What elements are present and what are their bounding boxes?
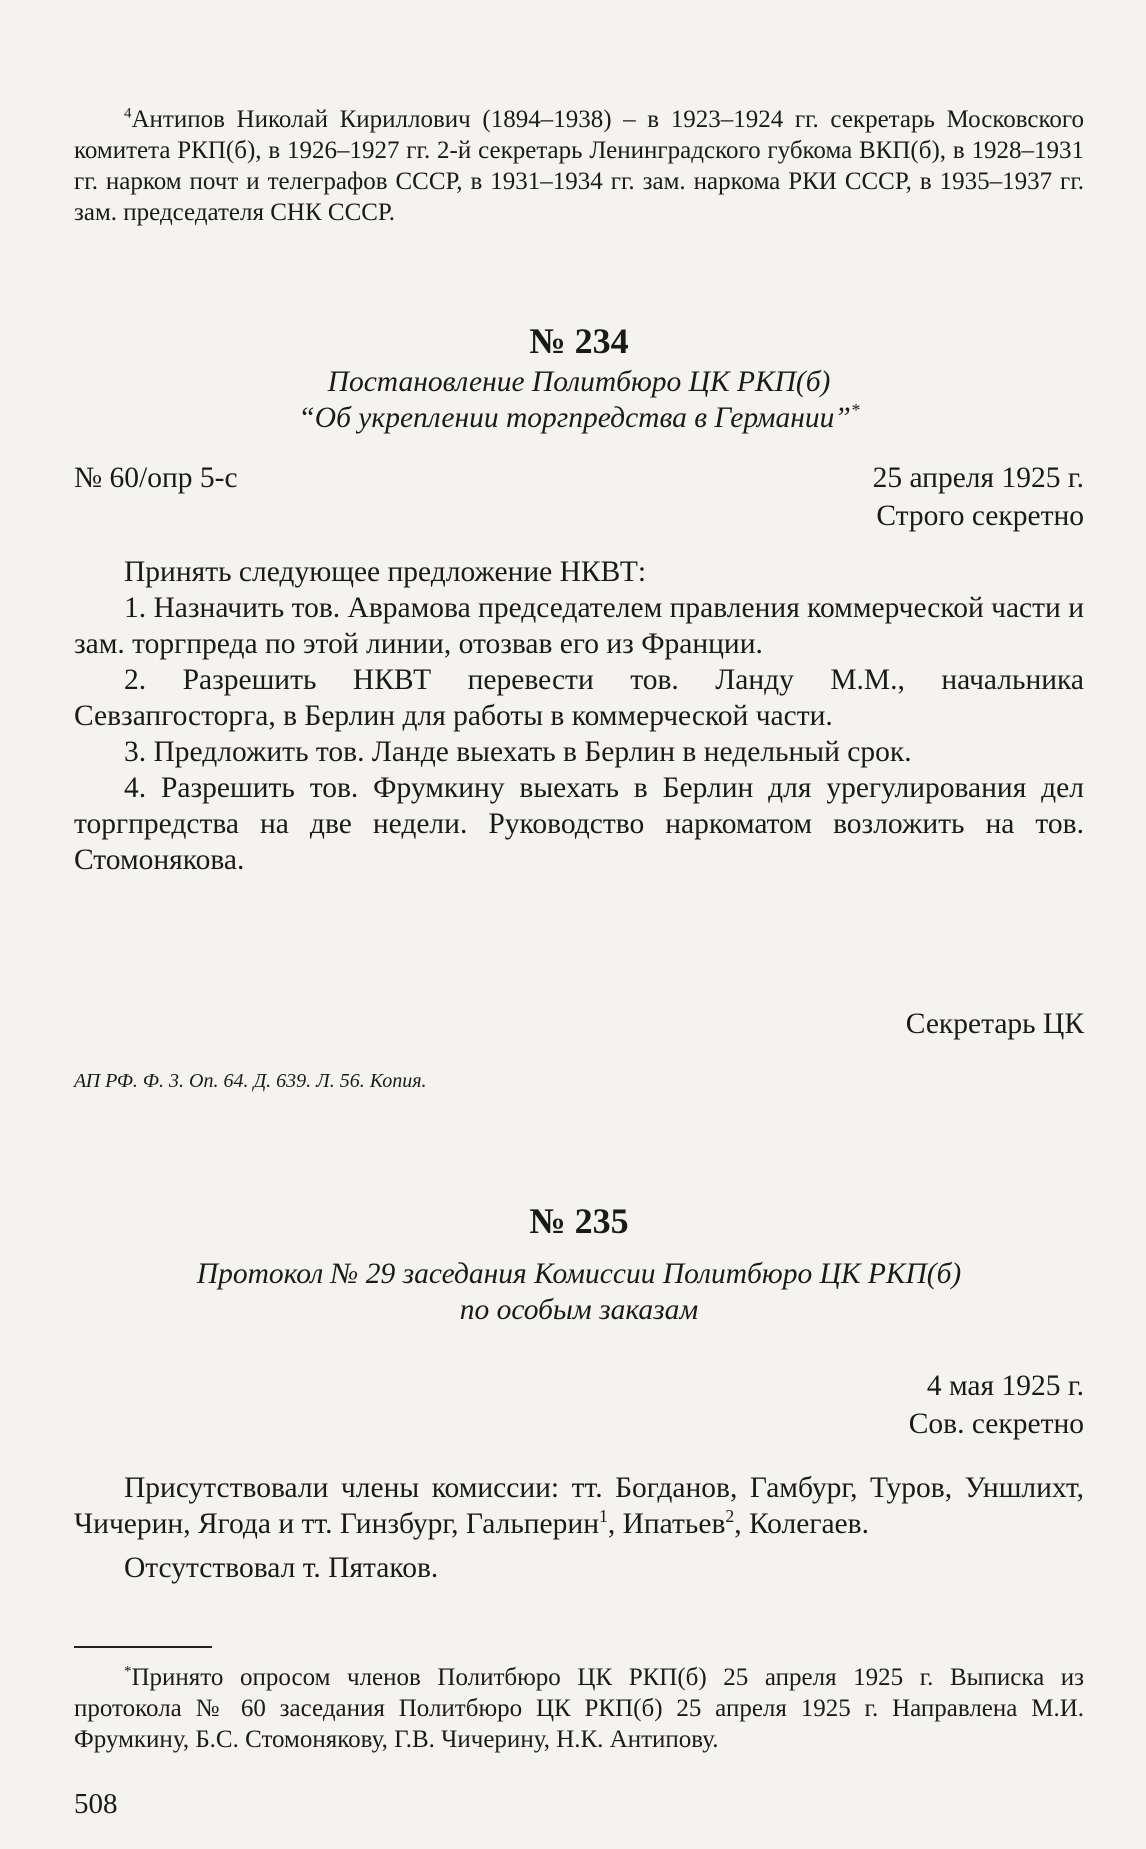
doc-235-body (74, 1470, 1084, 1586)
attendance-present (74, 1470, 1084, 1542)
doc-234-body (74, 554, 1084, 878)
footnote-marker: 4 (124, 105, 132, 122)
secrecy-stamp: Строго секретно (876, 500, 1084, 532)
protocol-number: № 60/опр 5-с (74, 462, 238, 494)
footnote-marker: 2 (725, 1506, 735, 1527)
doc-number-234: № 234 (529, 321, 629, 361)
footnote-divider (74, 1646, 212, 1648)
doc-235-date: 4 мая 1925 г. (926, 1370, 1084, 1402)
footnote-text: Принято опросом членов Политбюро ЦК РКП(б) 25 апреля 1925 г. Выписка из протокола № 60 заседания Политбюро ЦК РКП(б) 25 апреля 1925 г. Направлена М.И. Фрумкину, Б.С. Стомонякову, Г.В. Чичерину, Н.К. Антипову. (74, 1664, 1084, 1753)
resolution-item: 2. Разрешить НКВТ перевести тов. Ланду М.М., начальника Севзапгосторга, в Берлин для работы в коммерческой части. (74, 664, 1084, 732)
archive-reference: АП РФ. Ф. 3. Оп. 64. Д. 639. Л. 56. Копия. (74, 1070, 427, 1092)
doc-title-234-text: “Об укреплении торгпредства в Германии” (298, 402, 851, 434)
signature: Секретарь ЦК (905, 1008, 1084, 1040)
doc-title-235-line1: Протокол № 29 заседания Комиссии Политбюро ЦК РКП(б) (196, 1258, 962, 1290)
page-number: 508 (74, 1788, 118, 1820)
doc-title-234-mark: * (850, 400, 860, 421)
attendance-absent: Отсутствовал т. Пятаков. (124, 1552, 439, 1584)
resolution-intro: Принять следующее предложение НКВТ: (124, 556, 647, 588)
doc-title-235-line2: по особым заказам (459, 1294, 699, 1326)
doc-date: 25 апреля 1925 г. (872, 462, 1084, 494)
present-text: , Ипатьев (607, 1508, 726, 1540)
footnote-marker: * (124, 1663, 132, 1680)
present-text: , Колегаев. (734, 1508, 869, 1540)
doc-title-234-line1: Постановление Политбюро ЦК РКП(б) (327, 366, 831, 398)
doc-235-secrecy: Сов. секретно (908, 1408, 1084, 1440)
footnote-text: Антипов Николай Кириллович (1894–1938) – в 1923–1924 гг. секретарь Московского комитета РКП(б), в 1926–1927 гг. 2-й секретарь Ленинградского губкома ВКП(б), в 1928–1931 гг. нарком почт и телеграфов СССР, в 1931–1934 гг. зам. наркома РКИ СССР, в 1935–1937 гг. зам. председателя СНК СССР. (74, 106, 1084, 226)
resolution-item: 3. Предложить тов. Ланде выехать в Берлин в недельный срок. (124, 736, 912, 768)
resolution-item: 1. Назначить тов. Аврамова председателем правления коммерческой части и зам. торгпреда по этой линии, отозвав его из Франции. (74, 592, 1084, 660)
resolution-item: 4. Разрешить тов. Фрумкину выехать в Берлин для урегулирования дел торгпредства на две недели. Руководство наркоматом возложить на тов. Стомонякова. (74, 772, 1084, 876)
footnote-bottom (74, 1662, 1084, 1755)
footnote-marker: 1 (598, 1506, 608, 1527)
doc-number-235: № 235 (529, 1201, 629, 1241)
doc-title-234-line2 (74, 400, 1084, 436)
present-text: Присутствовали члены комиссии: тт. Богданов, Гамбург, Туров, Уншлихт, Чичерин, Ягода и тт. Гинзбург, Гальперин (74, 1472, 1084, 1540)
footnote-antipov (74, 104, 1084, 228)
